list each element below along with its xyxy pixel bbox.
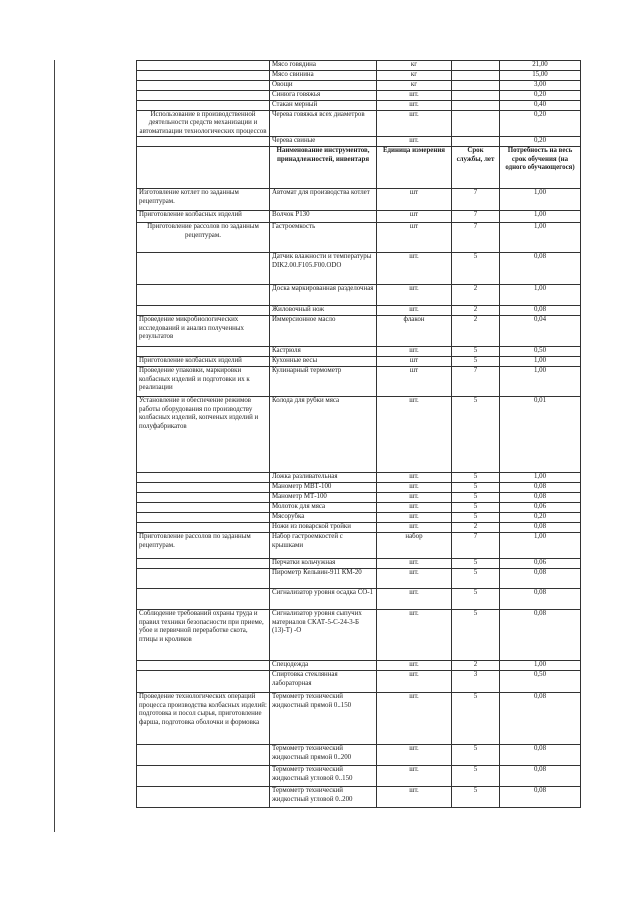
table-row [137, 483, 581, 493]
need-cell: 1,00 [500, 189, 581, 211]
need-cell: 0,08 [500, 610, 581, 661]
life-cell: 5 [452, 473, 500, 483]
activity-cell [137, 787, 270, 808]
unit-cell: шт. [377, 483, 452, 493]
activity-cell [137, 559, 270, 569]
table-row [137, 589, 581, 610]
table-row [137, 347, 581, 357]
activity-cell: Проведение упаковки, маркировки колбасных изделий и подготовки их к реализации [137, 367, 270, 397]
unit-cell: шт. [377, 306, 452, 316]
item-cell: Набор гастроемкостей с крышками [270, 533, 377, 559]
life-cell: 7 [452, 533, 500, 559]
table-row [137, 569, 581, 589]
item-cell: Кулинарный термометр [270, 367, 377, 397]
need-cell: 0,08 [500, 483, 581, 493]
table-row [137, 71, 581, 81]
need-cell: 0,08 [500, 693, 581, 745]
table-row [137, 253, 581, 285]
life-cell [452, 91, 500, 101]
table-row [137, 473, 581, 483]
need-cell: 0,04 [500, 316, 581, 347]
life-cell: 5 [452, 397, 500, 473]
header-activity-cell [137, 147, 270, 189]
activity-cell [137, 661, 270, 671]
need-cell: 0,01 [500, 397, 581, 473]
life-cell: 7 [452, 223, 500, 253]
unit-cell: шт [377, 211, 452, 223]
table-row [137, 559, 581, 569]
activity-cell [137, 347, 270, 357]
table-row [137, 306, 581, 316]
item-cell: Овощи [270, 81, 377, 91]
need-cell: 0,20 [500, 137, 581, 147]
item-cell: Мясорубка [270, 513, 377, 523]
item-cell: Термометр технический жидкостный прямой 0..150 [270, 693, 377, 745]
unit-cell: шт. [377, 589, 452, 610]
item-cell: Спецодежда [270, 661, 377, 671]
life-cell: 5 [452, 483, 500, 493]
life-cell: 5 [452, 513, 500, 523]
activity-cell [137, 503, 270, 513]
item-cell: Мясо свинина [270, 71, 377, 81]
unit-cell: кг [377, 81, 452, 91]
life-cell: 5 [452, 347, 500, 357]
table-row [137, 671, 581, 693]
unit-cell: флакон [377, 316, 452, 347]
need-cell: 3,00 [500, 81, 581, 91]
item-cell: Колода для рубки мяса [270, 397, 377, 473]
table-row [137, 285, 581, 306]
need-cell: 0,20 [500, 91, 581, 101]
life-cell: 5 [452, 253, 500, 285]
unit-cell: кг [377, 71, 452, 81]
item-cell: Волчок Р130 [270, 211, 377, 223]
need-cell: 0,08 [500, 523, 581, 533]
unit-cell: шт. [377, 101, 452, 111]
activity-cell [137, 523, 270, 533]
life-cell: 5 [452, 693, 500, 745]
item-cell: Сигнализатор уровня сыпучих материалов СКАТ-5-С-24-3-Б (13)-Т) -О [270, 610, 377, 661]
unit-cell: шт. [377, 661, 452, 671]
table-row [137, 661, 581, 671]
activity-cell [137, 493, 270, 503]
activity-cell [137, 483, 270, 493]
life-cell [452, 81, 500, 91]
equipment-table-body [137, 61, 581, 808]
life-cell: 3 [452, 671, 500, 693]
table-row [137, 493, 581, 503]
table-row [137, 189, 581, 211]
need-cell: 1,00 [500, 367, 581, 397]
unit-cell: шт. [377, 503, 452, 513]
header-unit-cell: Единица измерения [377, 147, 452, 189]
life-cell: 2 [452, 523, 500, 533]
activity-cell: Соблюдение требований охраны труда и правил техники безопасности при приеме, убое и первичной переработке скота, птицы и кроликов [137, 610, 270, 661]
life-cell: 5 [452, 766, 500, 787]
equipment-table [136, 60, 581, 808]
activity-cell [137, 61, 270, 71]
table-row [137, 111, 581, 137]
item-cell: Перчатки кольчужная [270, 559, 377, 569]
activity-cell [137, 253, 270, 285]
table-row [137, 81, 581, 91]
need-cell: 0,20 [500, 111, 581, 137]
item-cell: Черева свиные [270, 137, 377, 147]
unit-cell: шт [377, 223, 452, 253]
life-cell: 7 [452, 367, 500, 397]
life-cell [452, 111, 500, 137]
need-cell: 1,00 [500, 285, 581, 306]
unit-cell: шт. [377, 473, 452, 483]
activity-cell [137, 766, 270, 787]
item-cell: Термометр технический жидкостный прямой 0..200 [270, 745, 377, 766]
item-cell: Доска маркированная разделочная [270, 285, 377, 306]
need-cell: 0,06 [500, 503, 581, 513]
need-cell: 1,00 [500, 211, 581, 223]
table-row [137, 523, 581, 533]
activity-cell: Использование в производственной деятельности средств механизации и автоматизации технологических процессов [137, 111, 270, 137]
activity-cell [137, 71, 270, 81]
unit-cell: шт. [377, 569, 452, 589]
life-cell [452, 61, 500, 71]
activity-cell: Установление и обеспечение режимов работы оборудования по производству колбасных изделий, копченых изделий и полуфабрикатов [137, 397, 270, 473]
table-row [137, 397, 581, 473]
header-need-cell: Потребность на весь срок обучения (на одного обучающегося) [500, 147, 581, 189]
activity-cell: Приготовление рассолов по заданным рецептурам. [137, 533, 270, 559]
need-cell: 0,08 [500, 787, 581, 808]
need-cell: 21,00 [500, 61, 581, 71]
item-cell: Гастроемкость [270, 223, 377, 253]
item-cell: Автомат для производства котлет [270, 189, 377, 211]
activity-cell: Приготовление колбасных изделий [137, 357, 270, 367]
unit-cell: набор [377, 533, 452, 559]
unit-cell: шт. [377, 787, 452, 808]
item-cell: Ножи из поварской тройки [270, 523, 377, 533]
unit-cell: шт [377, 189, 452, 211]
need-cell: 1,00 [500, 533, 581, 559]
life-cell: 5 [452, 559, 500, 569]
item-cell: Синюга говяжья [270, 91, 377, 101]
unit-cell: шт. [377, 523, 452, 533]
life-cell: 5 [452, 787, 500, 808]
item-cell: Термометр технический жидкостный угловой 0..200 [270, 787, 377, 808]
table-row [137, 101, 581, 111]
life-cell: 2 [452, 661, 500, 671]
activity-cell [137, 745, 270, 766]
item-cell: Термометр технический жидкостный угловой 0..150 [270, 766, 377, 787]
unit-cell: шт. [377, 347, 452, 357]
activity-cell [137, 473, 270, 483]
table-row [137, 357, 581, 367]
unit-cell: шт. [377, 745, 452, 766]
need-cell: 0,06 [500, 559, 581, 569]
table-row [137, 316, 581, 347]
table-row [137, 61, 581, 71]
life-cell: 5 [452, 569, 500, 589]
item-cell: Спиртовка стеклянная лабораторная [270, 671, 377, 693]
unit-cell: шт. [377, 111, 452, 137]
unit-cell: шт. [377, 693, 452, 745]
need-cell: 0,08 [500, 306, 581, 316]
need-cell: 1,00 [500, 661, 581, 671]
need-cell: 15,00 [500, 71, 581, 81]
page-margin-line [54, 60, 55, 832]
item-cell: Датчик влажности и температуры DIK2.00.F105.F00.ODO [270, 253, 377, 285]
need-cell: 0,08 [500, 745, 581, 766]
activity-cell [137, 513, 270, 523]
life-cell: 2 [452, 285, 500, 306]
unit-cell: шт. [377, 397, 452, 473]
unit-cell: шт. [377, 285, 452, 306]
life-cell: 7 [452, 189, 500, 211]
need-cell: 0,08 [500, 589, 581, 610]
need-cell: 0,40 [500, 101, 581, 111]
life-cell: 5 [452, 610, 500, 661]
item-cell: Иммерсионное масло [270, 316, 377, 347]
life-cell [452, 137, 500, 147]
unit-cell: шт [377, 367, 452, 397]
table-row [137, 745, 581, 766]
table-row [137, 367, 581, 397]
need-cell: 0,50 [500, 671, 581, 693]
item-cell: Мясо говядина [270, 61, 377, 71]
need-cell: 1,00 [500, 473, 581, 483]
activity-cell: Проведение технологических операций процесса производства колбасных изделий: подготовка и посол сырья, приготовление фарша, подготовка оболочки и формовка [137, 693, 270, 745]
life-cell: 7 [452, 211, 500, 223]
table-row [137, 211, 581, 223]
activity-cell [137, 101, 270, 111]
header-life-cell: Срок службы, лет [452, 147, 500, 189]
activity-cell: Приготовление рассолов по заданным рецептурам. [137, 223, 270, 253]
life-cell: 5 [452, 503, 500, 513]
life-cell: 5 [452, 357, 500, 367]
activity-cell [137, 137, 270, 147]
table-header-row [137, 147, 581, 189]
item-cell: Ложка разливательная [270, 473, 377, 483]
item-cell: Жиловочный нож [270, 306, 377, 316]
table-row [137, 137, 581, 147]
table-row [137, 513, 581, 523]
table-row [137, 787, 581, 808]
table-row [137, 503, 581, 513]
unit-cell: шт. [377, 493, 452, 503]
need-cell: 0,08 [500, 766, 581, 787]
unit-cell: шт. [377, 671, 452, 693]
activity-cell [137, 91, 270, 101]
item-cell: Пирометр Кельвин-911 КМ-20 [270, 569, 377, 589]
table-row [137, 766, 581, 787]
need-cell: 1,00 [500, 223, 581, 253]
unit-cell: шт. [377, 91, 452, 101]
unit-cell: шт. [377, 610, 452, 661]
need-cell: 1,00 [500, 357, 581, 367]
need-cell: 0,20 [500, 513, 581, 523]
header-item-cell: Наименование инструментов, принадлежностей, инвентаря [270, 147, 377, 189]
need-cell: 0,50 [500, 347, 581, 357]
activity-cell: Изготовление котлет по заданным рецептурам. [137, 189, 270, 211]
need-cell: 0,08 [500, 569, 581, 589]
table-row [137, 610, 581, 661]
item-cell: Молоток для мяса [270, 503, 377, 513]
unit-cell: шт [377, 357, 452, 367]
table-row [137, 693, 581, 745]
item-cell: Кастрюля [270, 347, 377, 357]
unit-cell: шт. [377, 559, 452, 569]
activity-cell: Приготовление колбасных изделий [137, 211, 270, 223]
need-cell: 0,08 [500, 493, 581, 503]
item-cell: Манометр МТ-100 [270, 493, 377, 503]
activity-cell [137, 285, 270, 306]
life-cell: 2 [452, 306, 500, 316]
activity-cell [137, 306, 270, 316]
life-cell [452, 71, 500, 81]
life-cell: 5 [452, 493, 500, 503]
activity-cell [137, 589, 270, 610]
table-row [137, 91, 581, 101]
activity-cell [137, 671, 270, 693]
activity-cell: Проведение микробиологических исследований и анализ полученных результатов [137, 316, 270, 347]
unit-cell: кг [377, 61, 452, 71]
unit-cell: шт. [377, 137, 452, 147]
item-cell: Сигнализатор уровня осадка СО-1 [270, 589, 377, 610]
unit-cell: шт. [377, 253, 452, 285]
table-row [137, 223, 581, 253]
activity-cell [137, 81, 270, 91]
table-row [137, 533, 581, 559]
life-cell: 5 [452, 589, 500, 610]
activity-cell [137, 569, 270, 589]
life-cell: 5 [452, 745, 500, 766]
life-cell [452, 101, 500, 111]
unit-cell: шт. [377, 766, 452, 787]
unit-cell: шт. [377, 513, 452, 523]
item-cell: Черева говяжья всех диаметров [270, 111, 377, 137]
item-cell: Манометр МВТ-100 [270, 483, 377, 493]
need-cell: 0,08 [500, 253, 581, 285]
item-cell: Стакан мерный [270, 101, 377, 111]
life-cell: 2 [452, 316, 500, 347]
item-cell: Кухонные весы [270, 357, 377, 367]
